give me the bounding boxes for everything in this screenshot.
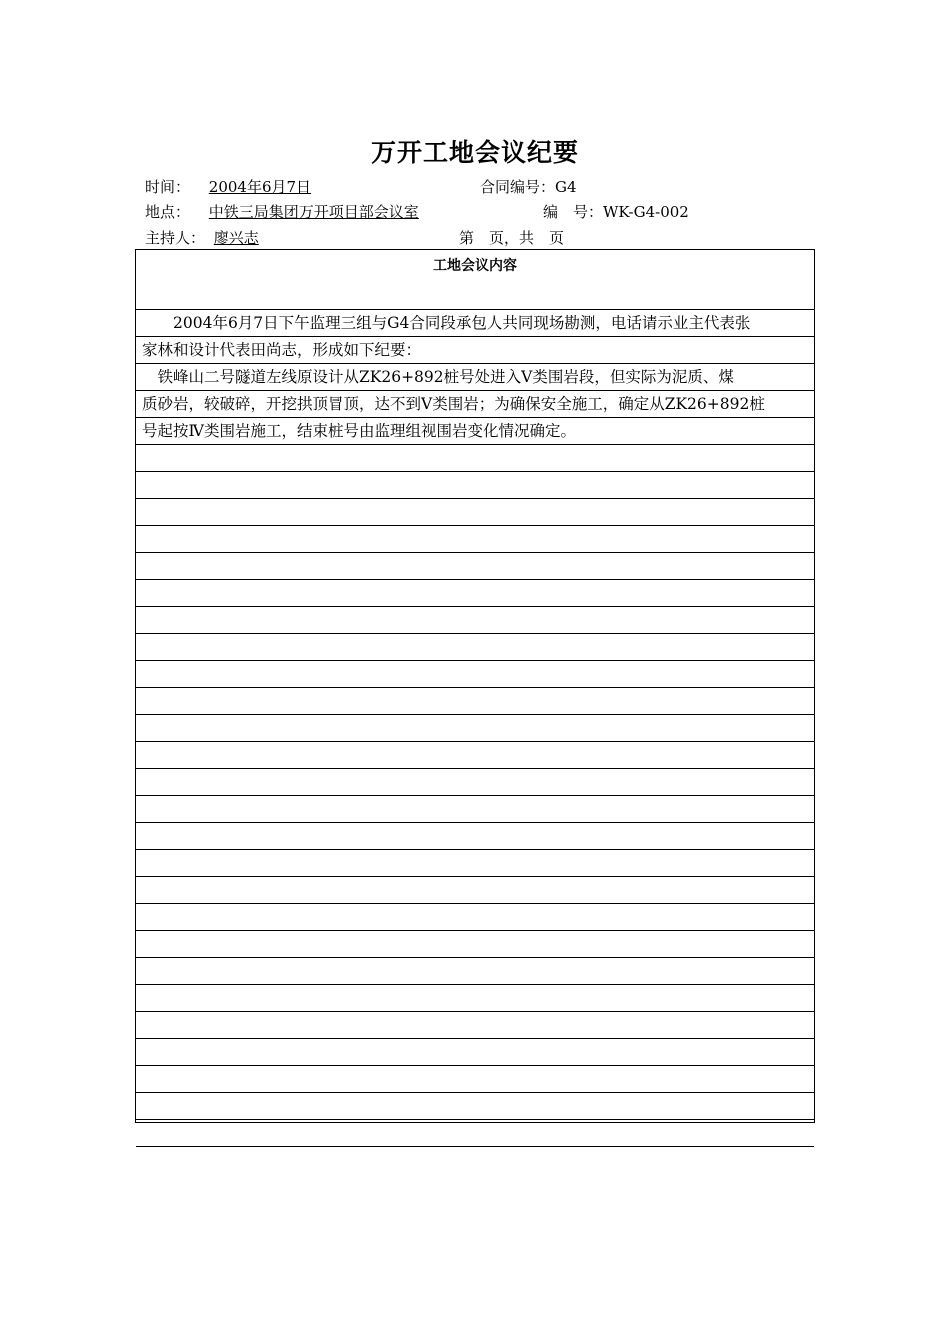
table-row [136,1093,814,1120]
table-row [136,661,814,688]
meta-contract [480,177,577,197]
table-row [136,580,814,607]
place-label: 地点： [145,203,191,221]
meta-place [145,202,419,222]
table-row [136,688,814,715]
table-row: 号起按Ⅳ类围岩施工，结束桩号由监理组视围岩变化情况确定。 [136,418,814,445]
table-row: 铁峰山二号隧道左线原设计从ZK26+892桩号处进入Ⅴ类围岩段，但实际为泥质、煤 [136,364,814,391]
table-row [136,823,814,850]
table-row [136,472,814,499]
table-row [136,985,814,1012]
meeting-content-table [135,249,815,1123]
table-row [136,931,814,958]
host-label: 主持人： [145,229,206,247]
host-value: 廖兴志 [213,229,259,247]
table-row [136,1039,814,1066]
place-value: 中铁三局集团万开项目部会议室 [208,203,419,221]
meta-time [145,177,311,197]
table-row [136,1147,814,1174]
number-value: WK-G4-002 [603,203,689,221]
table-row [136,715,814,742]
table-row [136,742,814,769]
page-count: 第 页，共 页 [459,229,565,247]
table-row: 家林和设计代表田尚志，形成如下纪要： [136,337,814,364]
table-row [136,445,814,472]
table-header: 工地会议内容 [136,250,814,310]
table-row [136,526,814,553]
table-row [136,904,814,931]
table-row [136,1066,814,1093]
table-row: 质砂岩，较破碎，开挖拱顶冒顶，达不到Ⅴ类围岩；为确保安全施工，确定从ZK26+892桩 [136,391,814,418]
table-row [136,796,814,823]
table-row [136,607,814,634]
meta-host [145,228,259,248]
meta-number [543,202,689,222]
table-row [136,1120,814,1147]
contract-value: G4 [555,178,577,196]
contract-label: 合同编号： [480,178,556,196]
table-row: 2004年6月7日下午监理三组与G4合同段承包人共同现场勘测，电话请示业主代表张 [136,310,814,337]
table-row [136,877,814,904]
table-row [136,499,814,526]
page-title: 万开工地会议纪要 [370,138,579,167]
table-row [136,634,814,661]
number-label: 编 号： [543,203,604,221]
time-value: 2004年6月7日 [208,178,312,196]
table-row [136,769,814,796]
time-label: 时间： [145,178,191,196]
table-row [136,958,814,985]
table-row [136,850,814,877]
table-row [136,553,814,580]
table-row [136,1012,814,1039]
